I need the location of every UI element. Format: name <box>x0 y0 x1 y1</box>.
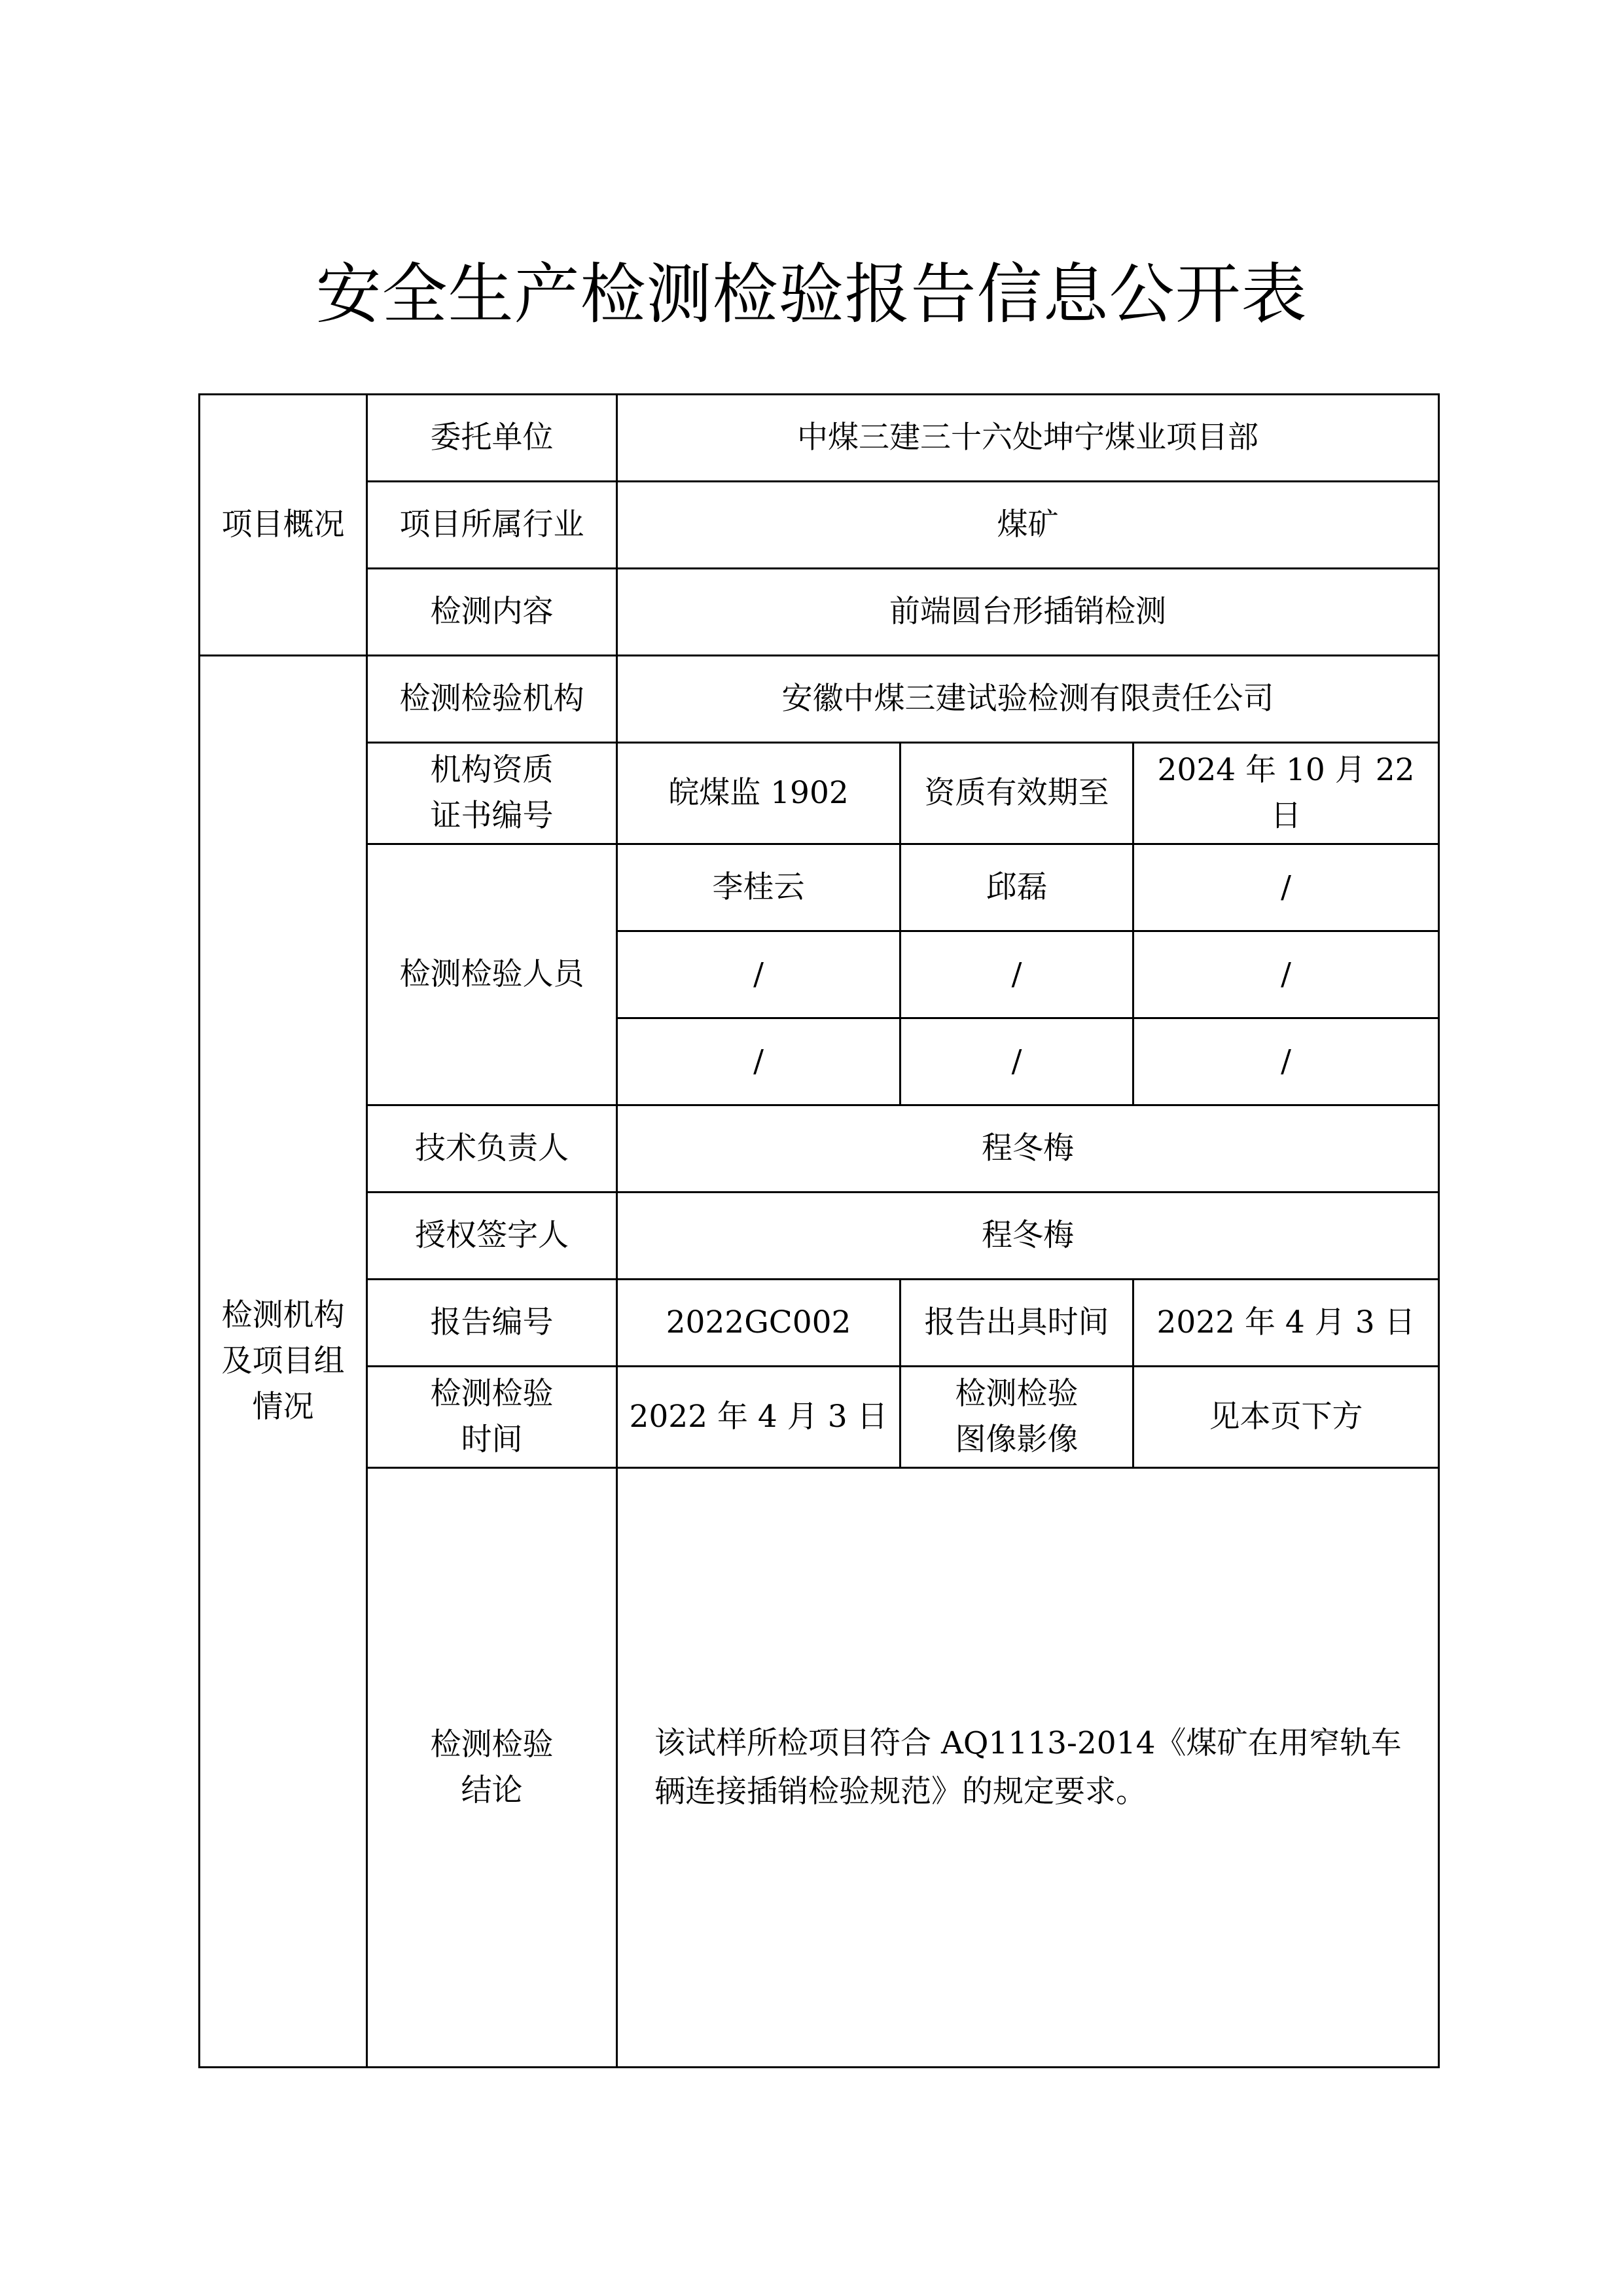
cert-value: 皖煤监 1902 <box>617 743 901 844</box>
tech-lead-value: 程冬梅 <box>617 1105 1439 1193</box>
validity-label: 资质有效期至 <box>901 743 1133 844</box>
staff-cell: / <box>901 1018 1133 1105</box>
report-no-value: 2022GC002 <box>617 1280 901 1367</box>
content-label: 检测内容 <box>367 569 617 656</box>
test-time-label: 检测检验 时间 <box>367 1367 617 1468</box>
staff-cell: / <box>1133 844 1439 931</box>
validity-value: 2024 年 10 月 22 日 <box>1133 743 1439 844</box>
staff-cell: / <box>901 931 1133 1018</box>
images-label: 检测检验 图像影像 <box>901 1367 1133 1468</box>
staff-cell: / <box>1133 931 1439 1018</box>
test-time-value: 2022 年 4 月 3 日 <box>617 1367 901 1468</box>
conclusion-text: 该试样所检项目符合 AQ1113-2014《煤矿在用窄轨车辆连接插销检验规范》的规定要求。 <box>617 1468 1439 2068</box>
staff-cell: 李桂云 <box>617 844 901 931</box>
org-value: 安徽中煤三建试验检测有限责任公司 <box>617 656 1439 743</box>
tech-lead-label: 技术负责人 <box>367 1105 617 1193</box>
industry-value: 煤矿 <box>617 482 1439 569</box>
staff-cell: 邱磊 <box>901 844 1133 931</box>
staff-cell: / <box>617 931 901 1018</box>
industry-label: 项目所属行业 <box>367 482 617 569</box>
section-agency: 检测机构 及项目组 情况 <box>200 656 367 2068</box>
signer-label: 授权签字人 <box>367 1193 617 1280</box>
images-value: 见本页下方 <box>1133 1367 1439 1468</box>
issue-time-value: 2022 年 4 月 3 日 <box>1133 1280 1439 1367</box>
client-label: 委托单位 <box>367 395 617 482</box>
signer-value: 程冬梅 <box>617 1193 1439 1280</box>
client-value: 中煤三建三十六处坤宁煤业项目部 <box>617 395 1439 482</box>
page-title: 安全生产检测检验报告信息公开表 <box>315 256 1308 332</box>
info-table <box>198 393 1440 2068</box>
staff-cell: / <box>1133 1018 1439 1105</box>
staff-cell: / <box>617 1018 901 1105</box>
cert-label: 机构资质 证书编号 <box>367 743 617 844</box>
report-no-label: 报告编号 <box>367 1280 617 1367</box>
section-conclusion: 检测检验 结论 <box>367 1468 617 2068</box>
org-label: 检测检验机构 <box>367 656 617 743</box>
issue-time-label: 报告出具时间 <box>901 1280 1133 1367</box>
section-overview: 项目概况 <box>200 395 367 656</box>
content-value: 前端圆台形插销检测 <box>617 569 1439 656</box>
staff-label: 检测检验人员 <box>367 844 617 1105</box>
